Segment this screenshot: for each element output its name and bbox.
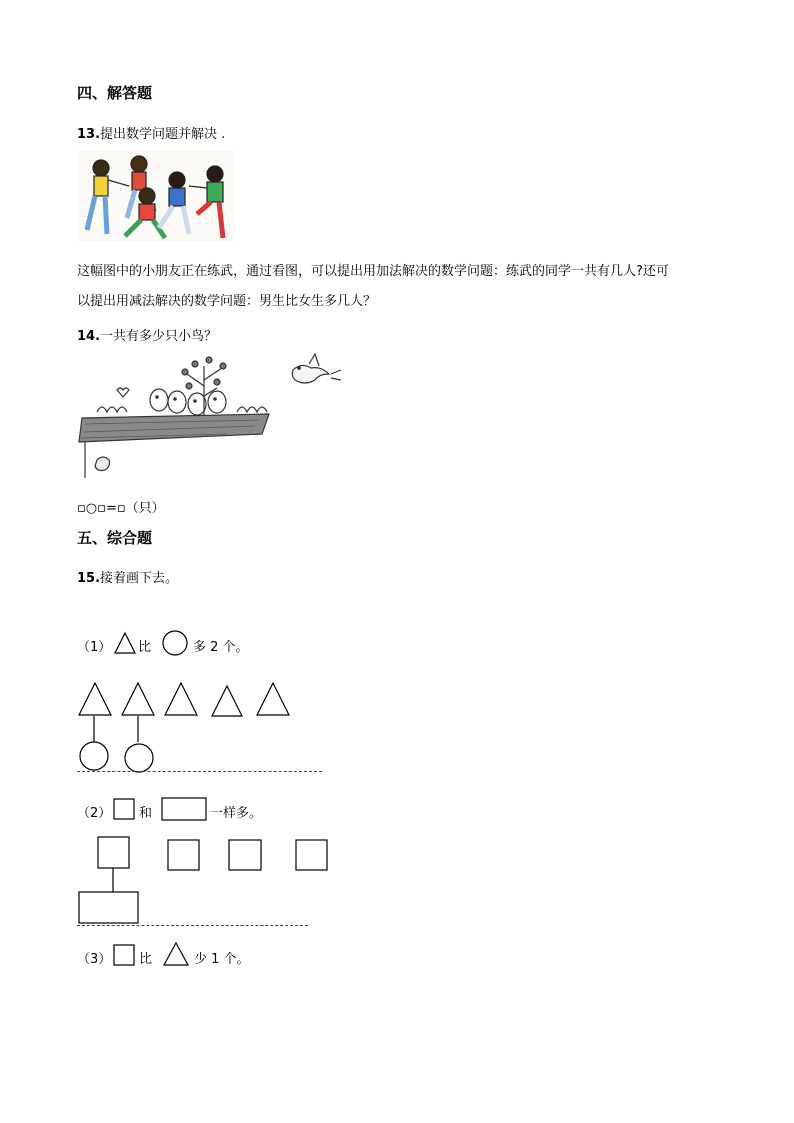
q13-prompt-text: 提出数学问题并解决 .: [100, 127, 226, 142]
circle-shape: [80, 742, 108, 770]
q13-number: 13.: [77, 127, 101, 142]
square-icon: [113, 798, 135, 820]
q15-part1-divider: [77, 771, 322, 772]
q14-prompt-text: 一共有多少只小鸟？: [100, 329, 218, 344]
triangle-shape: [212, 686, 242, 716]
q15-part2-he: 和: [139, 806, 153, 821]
rectangle-shape: [79, 892, 138, 923]
q15-part1-tail: 多 2 个。: [193, 640, 249, 655]
q15-part1-bi: 比: [138, 640, 152, 655]
q15-prompt: [77, 567, 178, 586]
q15-part2-label: （2）: [77, 806, 112, 821]
triangle-shape: [165, 683, 197, 715]
q15-part3-label: （3）: [77, 952, 112, 967]
circle-icon: [162, 630, 188, 656]
square-shape: [229, 840, 261, 870]
triangle-shape: [257, 683, 289, 715]
q15-number: 15.: [77, 571, 101, 586]
q15-part2-figure: [78, 836, 330, 926]
square-shape: [296, 840, 327, 870]
q13-explanation-line1: 这幅图中的小朋友正在练武，通过看图，可以提出用加法解决的数学问题：练武的同学一共有几人?还可: [77, 264, 669, 279]
q15-part2-divider: [77, 925, 308, 926]
q13-prompt: [77, 123, 225, 142]
q15-prompt-text: 接着画下去。: [100, 571, 179, 586]
q14-number: 14.: [77, 329, 101, 344]
triangle-icon: [114, 632, 136, 654]
triangle-shape: [79, 683, 111, 715]
q15-part3-bi: 比: [139, 952, 153, 967]
q15-part3-tail: 少 1 个。: [194, 952, 250, 967]
q15-part1-figure: [78, 682, 324, 774]
q13-martial-arts-image: [77, 150, 235, 242]
section-5-title: 五、综合题: [77, 529, 153, 547]
q15-part1-label: （1）: [77, 640, 112, 655]
square-shape: [98, 837, 129, 868]
q15-part2-tail: 一样多。: [210, 806, 263, 821]
triangle-shape: [122, 683, 154, 715]
q14-prompt: [77, 325, 217, 344]
q14-equation: ▫○▫=▫（只）: [77, 501, 165, 516]
rectangle-icon: [161, 797, 207, 821]
q13-explanation-line2: 以提出用减法解决的数学问题：男生比女生多几人？: [77, 294, 377, 309]
section-4-title: 四、解答题: [77, 84, 153, 102]
q14-birds-image: [77, 352, 347, 484]
circle-shape: [125, 744, 153, 772]
square-shape: [168, 840, 199, 870]
triangle-icon: [163, 942, 189, 966]
square-icon: [113, 944, 135, 966]
